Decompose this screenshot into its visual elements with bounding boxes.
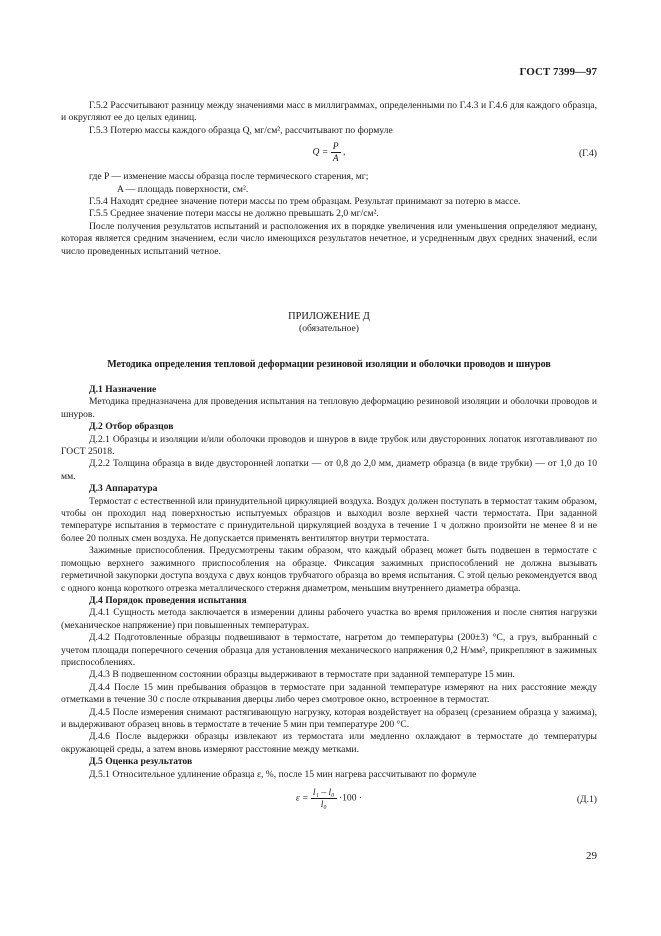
paragraph-d-1: Методика предназначена для проведения испытания на тепловую деформацию резиновой изоляции и оболочки проводов и шнуров. [61,396,597,420]
paragraph-d-3-2: Зажимные приспособления. Предусмотрены таким образом, что каждый образец может быть подвешен в термостате с помощью верхнего зажимного приспособления на образце. Фиксация зажимных приспособлений не должна вызывать герметичной закупорки доступа воздуха с двух концов трубчатого образца во время испытания. С этой целью рекомендуется ввод с одного конца короткого отрезка металлического стержня диаметром, меньшим внутреннего диаметра образца. [61,545,597,594]
paragraph-d-4-5: Д.4.5 После измерения снимают растягивающую нагрузку, которая воздействует на образец (срезанием образца у зажима), и выдерживают образец вновь в термостате в течение 5 мин при температуре 200 °С. [61,706,597,730]
formula-d-1-label: (Д.1) [576,794,597,805]
paragraph-d-4-1: Д.4.1 Сущность метода заключается в измерении длины рабочего участка во время приложения и после снятия нагрузки (механическое напряжение) при повышенных температурах. [61,607,597,631]
formula-g-4-label: (Г.4) [578,148,597,160]
formula-g-4 [61,141,597,171]
legend-a: A — площадь поверхности, см². [117,183,249,195]
appendix-title: ПРИЛОЖЕНИЕ Д [288,311,370,322]
formula-d-1-fraction [311,787,337,810]
heading-d-4: Д.4 Порядок проведения испытания [89,594,247,606]
paragraph-d-4-4: Д.4.4 После 15 мин пребывания образцов в термостате при заданной температуре измеряют на них расстояние между отметками в течение 30 с после открывания дверцы либо через смотровое окно, встроенное в термостат. [61,681,597,706]
appendix-subtitle: (обязательное) [299,323,359,335]
legend-p: где P — изменение массы образца после термического старения, мг; [89,171,369,183]
document-header: ГОСТ 7399—97 [519,66,597,78]
formula-g-4-lhs: Q = [312,146,329,158]
formula-d-1-tail: ·100 · [338,792,363,804]
heading-d-2: Д.2 Отбор образцов [89,421,174,433]
formula-d-1-denominator: l₀ [320,799,327,810]
paragraph-d-4-3: Д.4.3 В подвешенном состоянии образцы выдерживают в термостате при заданной температуре 15 мин. [89,669,515,681]
formula-d-1 [61,787,597,817]
paragraph-d-4-6: Д.4.6 После выдержки образцы извлекают из термостата или медленно охлаждают в термостате до температуры окружающей среды, а затем вновь измеряют расстояние между метками. [61,731,597,755]
paragraph-d-2-2: Д.2.2 Толщина образца в виде двусторонней лопатки — от 0,8 до 2,0 мм, диаметр образца (в виде трубки) — от 1,0 до 10 мм. [61,458,597,482]
paragraph-g-5-6: После получения результатов испытаний и расположения их в порядке увеличения или уменьшения определяют медиану, которая является средним значением, если число имеющихся результатов нечетное, и усредненным двух средних значений, если число проведенных испытаний четное. [61,220,597,257]
paragraph-d-3-1: Термостат с естественной или принудительной циркуляцией воздуха. Воздух должен поступать в термостат таким образом, чтобы он проходил над поверхностью испытуемых образцов и выходил возле верхней части термостата. При заданной температуре испытания в термостате с принудительной циркуляцией воздуха в течение 1 ч должно произойти не менее 8 и не более 20 полных смен воздуха. Не допускается применять вентилятор внутри термостата. [61,495,597,544]
page-number: 29 [586,850,597,862]
section-g [61,100,597,258]
formula-g-4-tail: , [343,146,346,158]
paragraph-g-5-4: Г.5.4 Находят среднее значение потери массы по трем образцам. Результат принимают за потерю в массе. [89,196,521,208]
formula-g-4-fraction [331,141,341,164]
paragraph-g-5-5: Г.5.5 Среднее значение потери массы не должно превышать 2,0 мг/см². [89,208,379,220]
heading-d-3: Д.3 Аппаратура [89,483,158,495]
appendix-heading: Методика определения тепловой деформации резиновой изоляции и оболочки проводов и шнуров [107,359,551,370]
paragraph-d-4-2: Д.4.2 Подготовленные образцы подвешивают в термостате, нагретом до температуры (200±3) °С, а груз, выбранный с учетом площади поперечного сечения образца для установления механического напряжения 0,2 Н/мм², прикрепляют в зажимных приспособлениях. [61,632,597,668]
paragraph-g-5-3: Г.5.3 Потерю массы каждого образца Q, мг/см², рассчитывают по формуле [89,124,393,136]
heading-d-5: Д.5 Оценка результатов [89,756,193,768]
formula-d-1-lhs: ε = [295,792,309,804]
section-d [61,384,597,817]
appendix-title-block [61,311,597,336]
formula-d-1-numerator: l₁ – l₀ [312,787,335,798]
paragraph-g-5-2: Г.5.2 Рассчитывают разницу между значениями масс в миллиграммах, определенными по Г.4.3 и Г.4.6 для каждого образца, и округляют ее до целых единиц. [61,100,597,124]
paragraph-d-2-1: Д.2.1 Образцы и изоляции и/или оболочки проводов и шнуров в виде трубок или двусторонних лопаток изготавливают по ГОСТ 25018. [61,433,597,458]
formula-g-4-numerator: P [332,141,339,153]
formula-g-4-denominator: A [332,153,339,165]
heading-d-1: Д.1 Назначение [89,384,157,395]
paragraph-d-5-1: Д.5.1 Относительное удлинение образца ε, %, после 15 мин нагрева рассчитывают по формуле [89,768,477,780]
